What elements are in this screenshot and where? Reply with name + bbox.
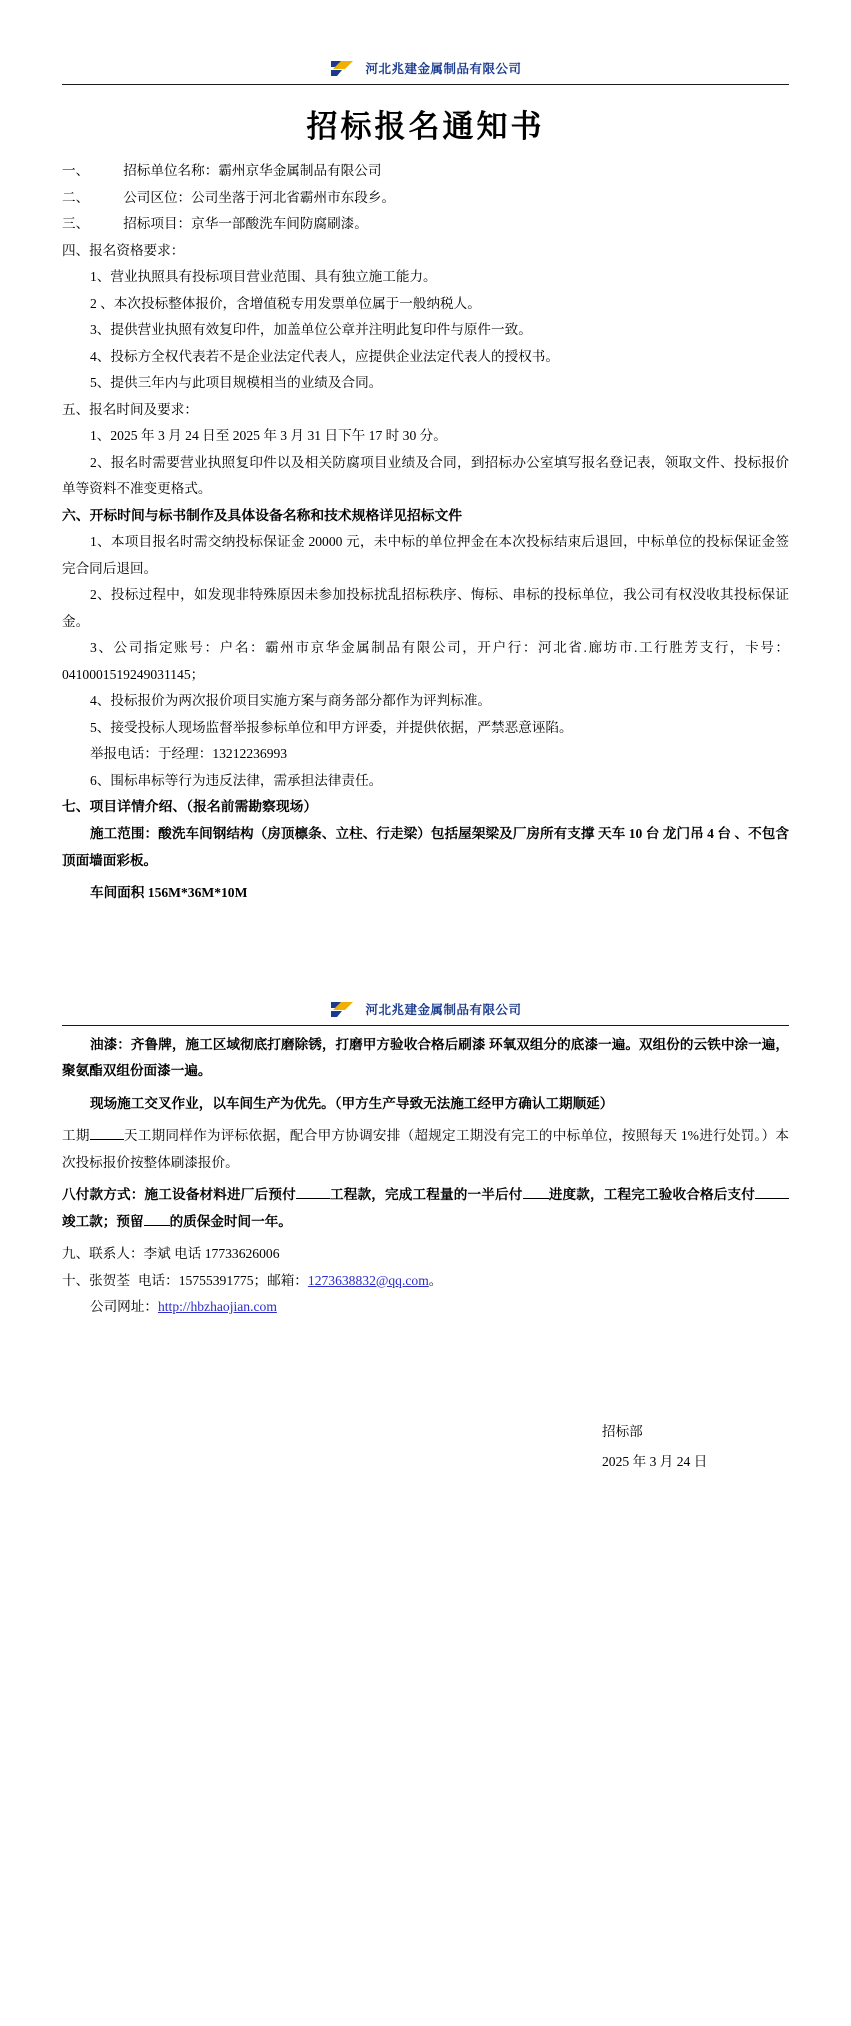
bidding-item: 4、投标报价为两次报价项目实施方案与商务部分都作为评判标准。 — [90, 693, 492, 709]
contact2-label: 十、张贺荃 — [62, 1272, 130, 1288]
details-scope: 施工范围：酸洗车间钢结构（房顶檩条、立柱、行走梁）包括屋架梁及厂房所有支撑 天车 10 台 龙门吊 4 台 、不包含顶面墙面彩板。 — [62, 826, 789, 868]
contact-person-1 — [62, 1241, 789, 1268]
contact-value: 李斌 电话 17733626006 — [143, 1246, 280, 1262]
section-2-label: 公司区位： — [123, 189, 192, 205]
document-header-2 — [62, 999, 789, 1019]
email-link[interactable]: 1273638832@qq.com — [307, 1272, 429, 1288]
website-label: 公司网址： — [90, 1299, 158, 1315]
duration-pre: 工期 — [62, 1128, 90, 1144]
signature-date: 2025 年 3 月 24 日 — [602, 1453, 708, 1469]
website-row — [62, 1294, 789, 1321]
payment-blank-4 — [144, 1225, 170, 1226]
header-company-name: 河北兆建金属制品有限公司 — [365, 62, 522, 76]
company-logo-icon — [329, 58, 355, 78]
bidding-item: 5、接受投标人现场监督举报参标单位和甲方评委，并提供依据，严禁恶意诬陷。 — [90, 719, 573, 735]
contact2-end: 。 — [428, 1272, 443, 1288]
payment-5: 的质保金时间一年。 — [169, 1213, 292, 1229]
payment-terms — [62, 1182, 789, 1235]
section-3-num: 三、 — [62, 216, 90, 231]
qualify-heading: 四、报名资格要求： — [62, 242, 185, 258]
header-company-name-2: 河北兆建金属制品有限公司 — [365, 1002, 522, 1017]
website-link[interactable]: http://hbzhaojian.com — [157, 1299, 277, 1315]
bidding-item-6: 6、围标串标等行为违反法律，需承担法律责任。 — [90, 772, 383, 788]
payment-4: 竣工款；预留 — [62, 1213, 144, 1229]
section-3-text: 京华一部酸洗车间防腐刷漆。 — [191, 216, 368, 231]
document-header — [62, 0, 789, 78]
contact-label: 九、联系人： — [62, 1246, 144, 1262]
report-phone: 举报电话：于经理：13212236993 — [90, 746, 288, 762]
duration-post: 天工期同样作为评标依据，配合甲方协调安排（超规定工期没有完工的中标单位，按照每天 1%进行处罚。）本次投标报价按整体刷漆报价。 — [62, 1128, 790, 1170]
qualify-item: 3、提供营业执照有效复印件，加盖单位公章并注明此复印件与原件一致。 — [90, 322, 532, 337]
signup-item: 2、报名时需要营业执照复印件以及相关防腐项目业绩及合同，到招标办公室填写报名登记表，领取文件、投标报价单等资料不准变更格式。 — [62, 454, 789, 496]
paint-spec: 油漆：齐鲁牌，施工区域彻底打磨除锈，打磨甲方验收合格后刷漆 环氧双组分的底漆一遍。双组份的云铁中涂一遍，聚氨酯双组份面漆一遍。 — [62, 1036, 789, 1079]
bidding-item: 2、投标过程中，如发现非特殊原因未参加投标扰乱招标秩序、悔标、串标的投标单位，我公司有权没收其投标保证金。 — [62, 587, 789, 629]
qualify-item: 5、提供三年内与此项目规模相当的业绩及合同。 — [90, 375, 383, 390]
cross-work-note: 现场施工交叉作业，以车间生产为优先。（甲方生产导致无法施工经甲方确认工期顺延） — [90, 1095, 614, 1111]
section-1-num: 一、 — [62, 163, 90, 178]
duration-note — [62, 1123, 789, 1176]
section-item-3 — [62, 211, 789, 238]
payment-1: 施工设备材料进厂后预付 — [144, 1187, 296, 1203]
company-logo-icon — [329, 999, 355, 1019]
payment-3: 进度款，工程完工验收合格后支付 — [548, 1187, 756, 1203]
payment-blank-2 — [523, 1198, 549, 1199]
contact2-value: 电话：15755391775；邮箱： — [137, 1272, 308, 1288]
qualify-item: 4、投标方全权代表若不是企业法定代表人，应提供企业法定代表人的授权书。 — [90, 348, 559, 364]
section-3-label: 招标项目： — [123, 216, 192, 231]
contact-person-2 — [62, 1268, 789, 1295]
duration-blank — [90, 1139, 124, 1140]
section-1-text: 霸州京华金属制品有限公司 — [218, 163, 382, 178]
page-title: 招标报名通知书 — [306, 109, 545, 144]
qualify-item: 2 、本次投标整体报价，含增值税专用发票单位属于一般纳税人。 — [90, 295, 481, 311]
signature-dept: 招标部 — [602, 1423, 643, 1439]
signup-heading: 五、报名时间及要求： — [62, 401, 198, 417]
payment-blank-1 — [296, 1198, 330, 1199]
payment-head: 八付款方式： — [62, 1187, 145, 1203]
qualify-item: 1、营业执照具有投标项目营业范围、具有独立施工能力。 — [90, 269, 437, 284]
payment-2: 工程款，完成工程量的一半后付 — [329, 1187, 523, 1203]
section-2-text: 公司坐落于河北省霸州市东段乡。 — [191, 189, 396, 205]
page-break-gap — [62, 907, 789, 999]
bidding-item: 3、公司指定账号：户名：霸州市京华金属制品有限公司，开户行：河北省.廊坊市.工行胜芳支行，卡号：0410001519249031145； — [62, 640, 789, 682]
section-1-label: 招标单位名称： — [123, 163, 219, 178]
details-area: 车间面积 156M*36M*10M — [90, 885, 248, 901]
bidding-item: 1、本项目报名时需交纳投标保证金 20000 元，未中标的单位押金在本次投标结束后退回，中标单位的投标保证金签完合同后退回。 — [62, 534, 789, 576]
header-divider — [62, 84, 789, 85]
section-item-2 — [62, 185, 789, 212]
section-2-num: 二、 — [62, 189, 90, 205]
details-heading: 七、项目详情介绍、（报名前需勘察现场） — [62, 799, 318, 815]
payment-blank-3 — [755, 1198, 789, 1199]
signup-item: 1、2025 年 3 月 24 日至 2025 年 3 月 31 日下午 17 时 30 分。 — [90, 428, 447, 443]
signature-block — [62, 1417, 789, 1477]
section-item-1 — [62, 158, 789, 185]
bidding-heading: 六、开标时间与标书制作及具体设备名称和技术规格详见招标文件 — [62, 507, 463, 523]
